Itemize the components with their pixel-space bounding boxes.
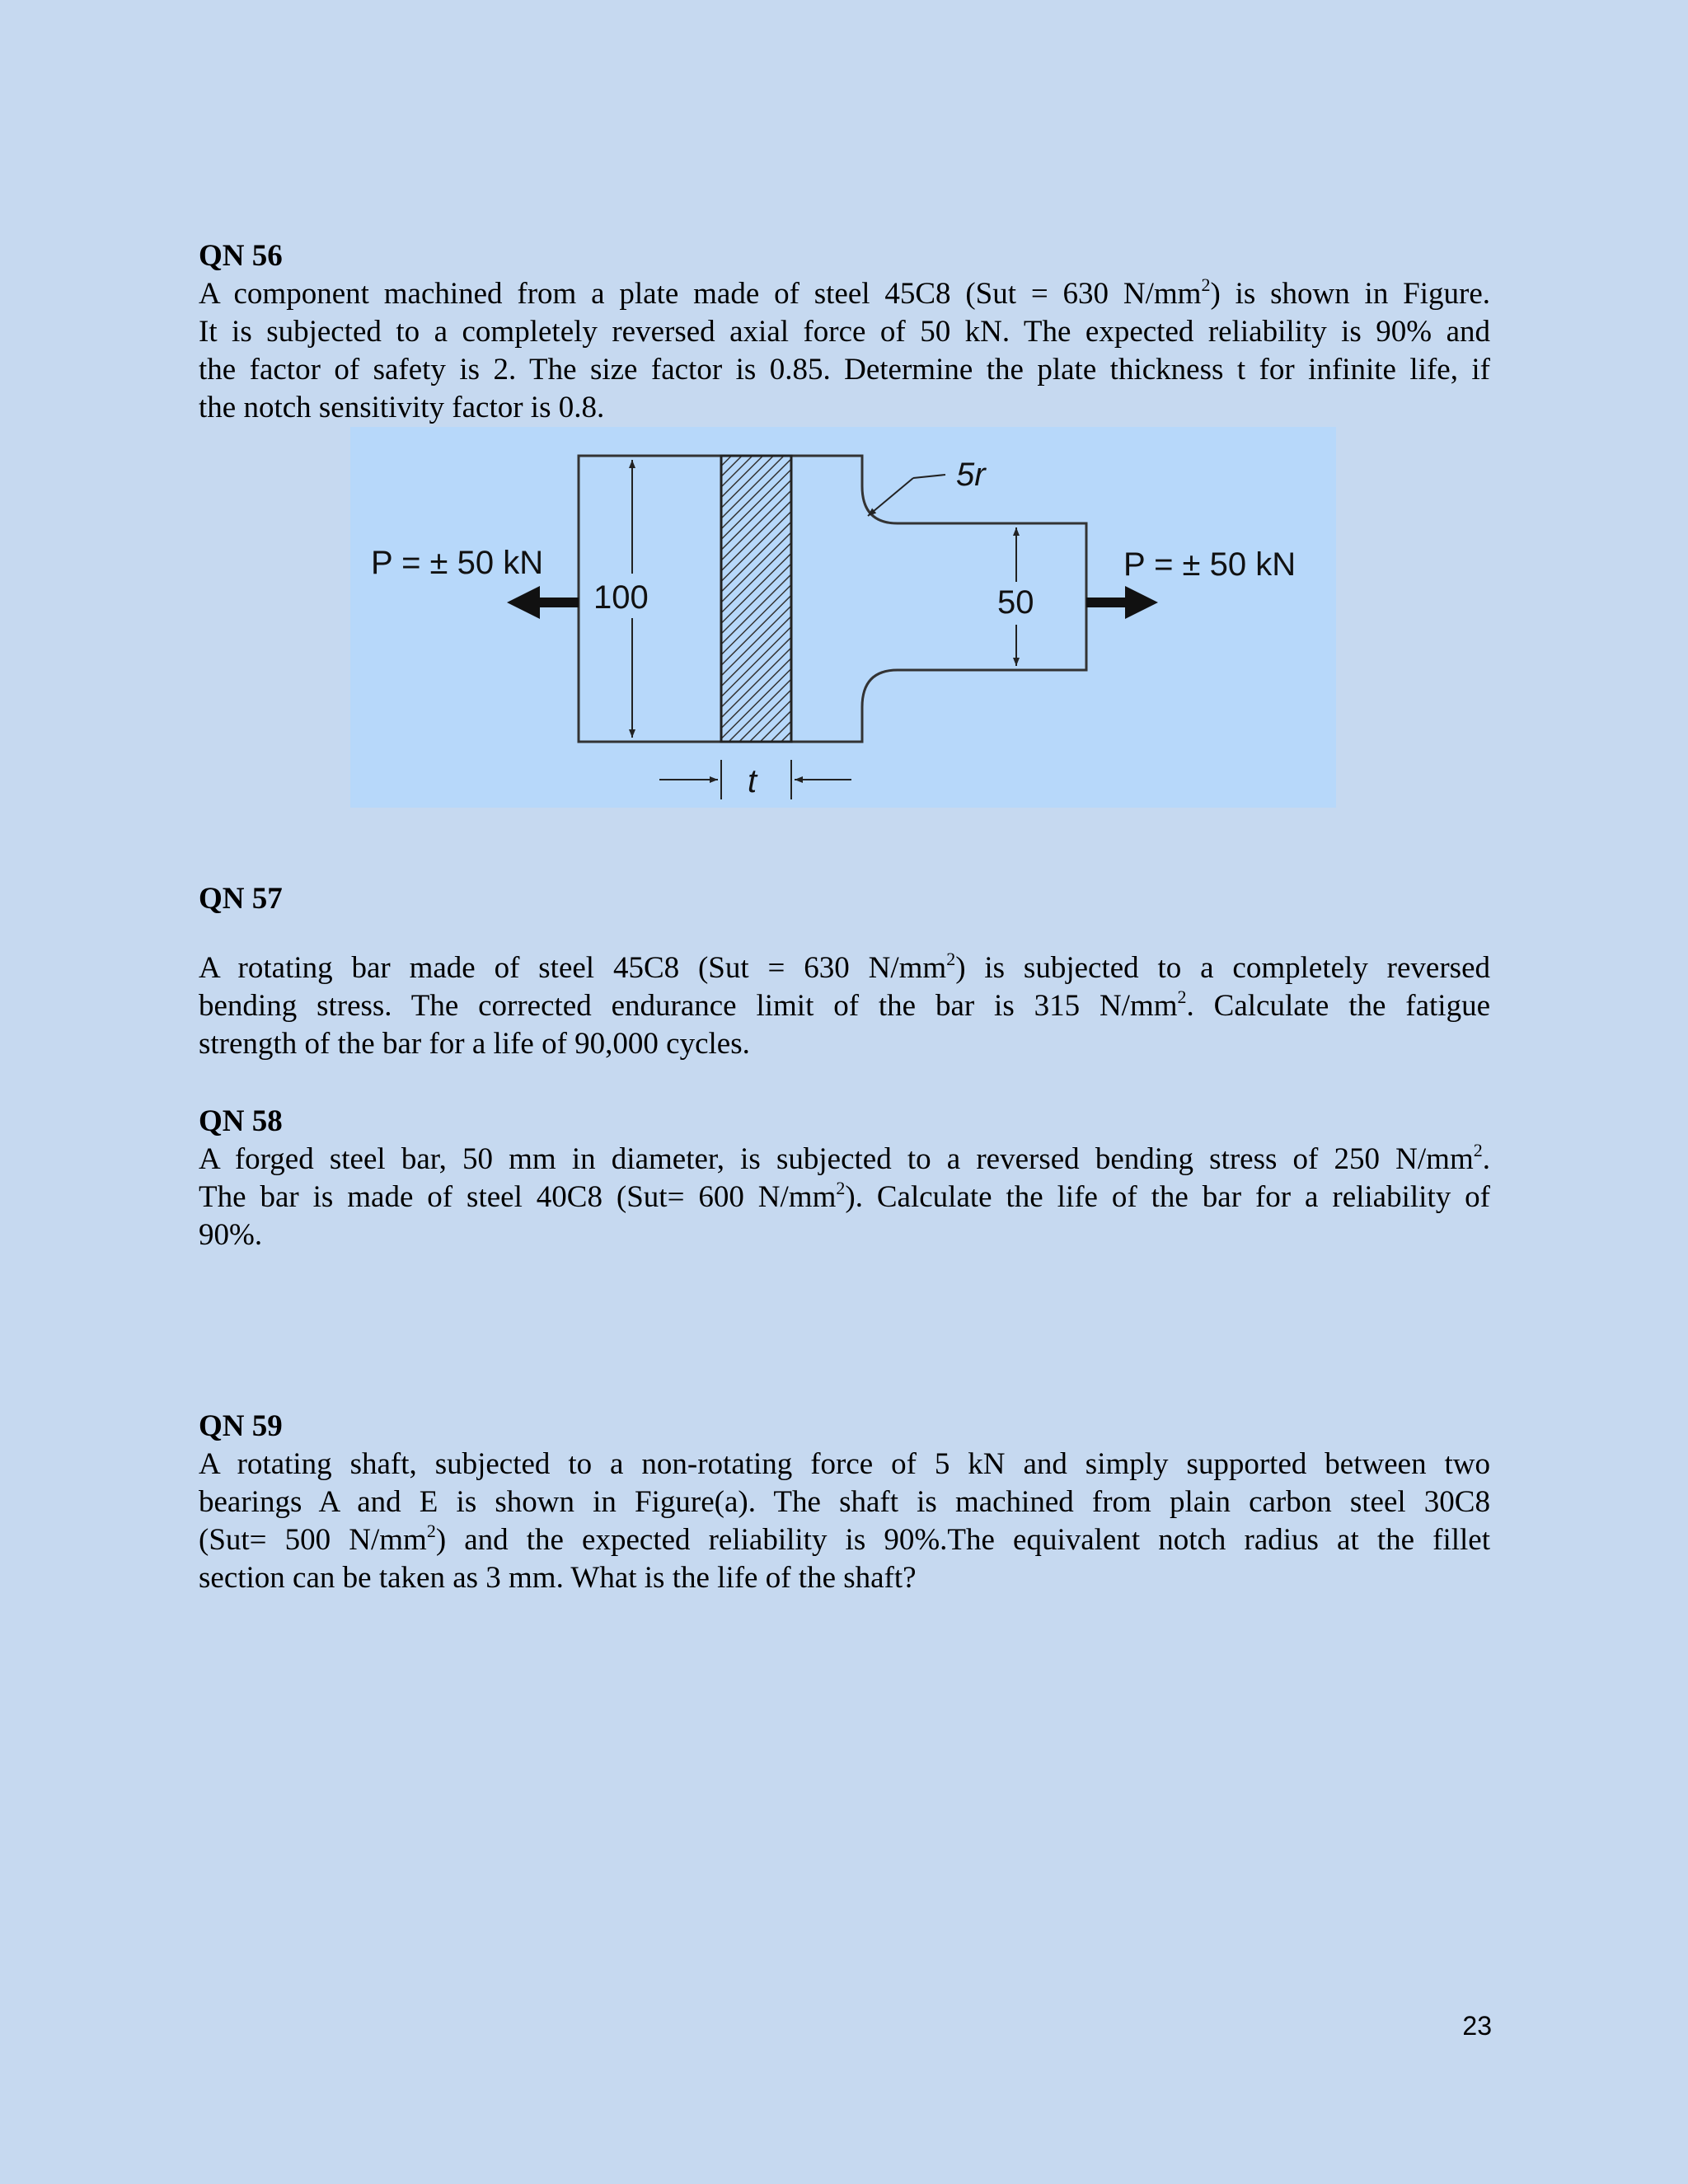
question-line bbox=[199, 1025, 1490, 1063]
question-line bbox=[199, 1559, 1490, 1597]
line-text: ). Calculate the life of the bar for a reliability of bbox=[845, 1180, 1490, 1214]
question-line bbox=[199, 1521, 1490, 1559]
plate-diagram bbox=[350, 427, 1336, 808]
question-58-title: QN 58 bbox=[199, 1104, 283, 1138]
question-line bbox=[199, 987, 1490, 1025]
question-line bbox=[199, 275, 1490, 313]
question-line bbox=[199, 1141, 1490, 1179]
line-text: A forged steel bar, 50 mm in diameter, is subjected to a reversed bending stress of 250 N/mm bbox=[199, 1142, 1474, 1176]
line-text: the notch sensitivity factor is 0.8. bbox=[199, 391, 605, 424]
line-text: bending stress. The corrected endurance limit of the bar is 315 N/mm bbox=[199, 989, 1178, 1023]
plate-figure bbox=[350, 427, 1336, 808]
superscript: 2 bbox=[426, 1521, 436, 1541]
question-line bbox=[199, 1446, 1490, 1483]
line-text: A component machined from a plate made of steel 45C8 (Sut = 630 N/mm bbox=[199, 277, 1202, 311]
question-57-title: QN 57 bbox=[199, 882, 283, 916]
question-line bbox=[199, 1216, 1490, 1254]
question-58-body bbox=[199, 1141, 1490, 1254]
figure-background bbox=[350, 427, 1336, 808]
superscript: 2 bbox=[946, 949, 956, 969]
superscript: 2 bbox=[836, 1178, 846, 1198]
question-line bbox=[199, 1179, 1490, 1216]
line-text: . bbox=[1482, 1142, 1490, 1176]
dimension-50-text: 50 bbox=[997, 584, 1034, 621]
question-line bbox=[199, 389, 1490, 427]
line-text: section can be taken as 3 mm. What is the life of the shaft? bbox=[199, 1561, 917, 1595]
line-text: A rotating shaft, subjected to a non-rotating force of 5 kN and simply supported between two bbox=[199, 1447, 1490, 1481]
fillet-radius-label: 5r bbox=[956, 457, 986, 493]
hatched-section bbox=[721, 456, 791, 742]
superscript: 2 bbox=[1473, 1140, 1483, 1160]
dimension-100-text: 100 bbox=[593, 579, 649, 616]
question-line bbox=[199, 313, 1490, 351]
page-number: 23 bbox=[1462, 2011, 1492, 2041]
superscript: 2 bbox=[1177, 987, 1187, 1007]
question-59-body bbox=[199, 1446, 1490, 1597]
line-text: strength of the bar for a life of 90,000 cycles. bbox=[199, 1027, 750, 1061]
load-left-label: P = ± 50 kN bbox=[371, 545, 544, 581]
question-56-title: QN 56 bbox=[199, 239, 283, 273]
line-text: . Calculate the fatigue bbox=[1186, 989, 1490, 1023]
load-right-label: P = ± 50 kN bbox=[1123, 546, 1296, 583]
line-text: The bar is made of steel 40C8 (Sut= 600 N/mm bbox=[199, 1180, 837, 1214]
question-line bbox=[199, 949, 1490, 987]
superscript: 2 bbox=[1201, 274, 1211, 295]
line-text: 90%. bbox=[199, 1218, 263, 1252]
line-text: ) and the expected reliability is 90%.The equivalent notch radius at the fillet bbox=[435, 1523, 1491, 1557]
line-text: ) is shown in Figure. bbox=[1210, 277, 1490, 311]
line-text: bearings A and E is shown in Figure(a). The shaft is machined from plain carbon steel 30C8 bbox=[199, 1485, 1490, 1519]
line-text: ) is subjected to a completely reversed bbox=[955, 951, 1490, 985]
question-57-body bbox=[199, 949, 1490, 1063]
question-line bbox=[199, 351, 1490, 389]
question-56-body bbox=[199, 275, 1490, 427]
line-text: the factor of safety is 2. The size factor is 0.85. Determine the plate thickness t for infinite life, if bbox=[199, 353, 1490, 387]
line-text: (Sut= 500 N/mm bbox=[199, 1523, 427, 1557]
thickness-label: t bbox=[748, 763, 757, 799]
question-59-title: QN 59 bbox=[199, 1409, 283, 1443]
line-text: It is subjected to a completely reversed axial force of 50 kN. The expected reliability is 90% and bbox=[199, 315, 1490, 349]
line-text: A rotating bar made of steel 45C8 (Sut = 630 N/mm bbox=[199, 951, 947, 985]
question-line bbox=[199, 1483, 1490, 1521]
